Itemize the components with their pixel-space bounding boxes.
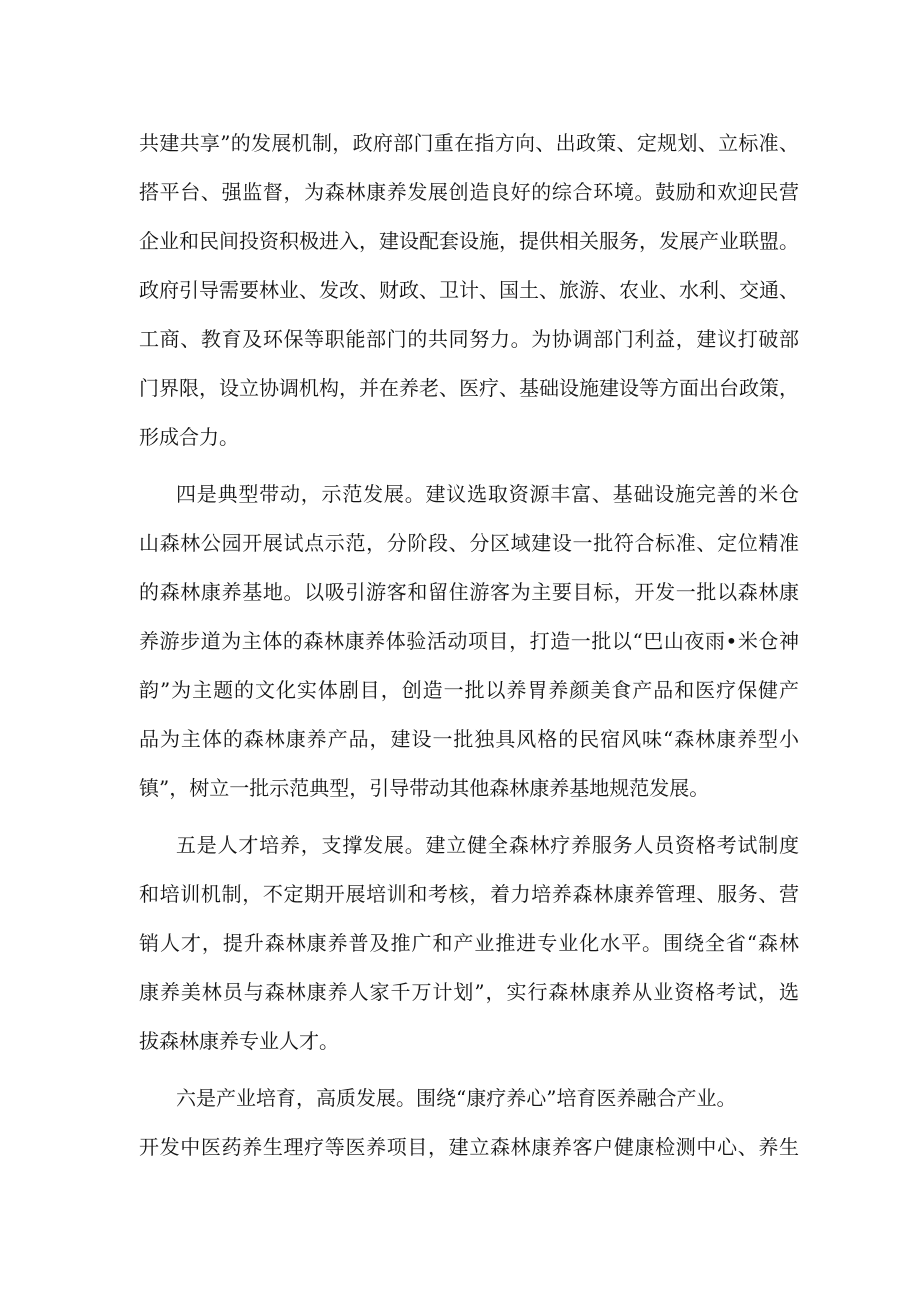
text-line: 和培训机制，不定期开展培训和考核，着力培养森林康养管理、服务、营: [139, 882, 799, 906]
text-line: 门界限，设立协调机构，并在养老、医疗、基础设施建设等方面出台政策，: [139, 376, 799, 400]
text-line: 韵”为主题的文化实体剧目，创造一批以养胃养颜美食产品和医疗保健产: [139, 678, 799, 702]
text-line: 搭平台、强监督，为森林康养发展创造良好的综合环境。鼓励和欢迎民营: [139, 180, 799, 204]
paragraph-first-line: 五是人才培养，支撑发展。建立健全森林疗养服务人员资格考试制度: [176, 833, 799, 857]
text-line: 形成合力。: [139, 425, 239, 449]
text-line: 镇”，树立一批示范典型，引导带动其他森林康养基地规范发展。: [139, 776, 710, 800]
paragraph-first-line: 六是产业培育，高质发展。围绕“康疗养心”培育医养融合产业。: [176, 1086, 737, 1110]
text-line: 的森林康养基地。以吸引游客和留住游客为主要目标，开发一批以森林康: [139, 580, 799, 604]
paragraph-first-line: 四是典型带动，示范发展。建议选取资源丰富、基础设施完善的米仓: [176, 482, 799, 506]
text-line: 拔森林康养专业人才。: [139, 1029, 339, 1053]
text-line: 山森林公园开展试点示范，分阶段、分区域建设一批符合标准、定位精准: [139, 531, 799, 555]
text-line: 工商、教育及环保等职能部门的共同努力。为协调部门利益，建议打破部: [139, 327, 799, 351]
text-line: 开发中医药养生理疗等医养项目，建立森林康养客户健康检测中心、养生: [139, 1135, 799, 1159]
text-line: 康养美林员与森林康养人家千万计划”，实行森林康养从业资格考试，选: [139, 980, 799, 1004]
text-line: 共建共享”的发展机制，政府部门重在指方向、出政策、定规划、立标准、: [139, 131, 799, 155]
text-line: 企业和民间投资积极进入，建设配套设施，提供相关服务，发展产业联盟。: [139, 229, 799, 253]
text-line: 销人才，提升森林康养普及推广和产业推进专业化水平。围绕全省“森林: [139, 931, 799, 955]
text-line: 政府引导需要林业、发改、财政、卫计、国土、旅游、农业、水利、交通、: [139, 278, 799, 302]
text-line: 品为主体的森林康养产品，建设一批独具风格的民宿风味“森林康养型小: [139, 727, 799, 751]
text-line: 养游步道为主体的森林康养体验活动项目，打造一批以“巴山夜雨•米仓神: [139, 629, 799, 653]
